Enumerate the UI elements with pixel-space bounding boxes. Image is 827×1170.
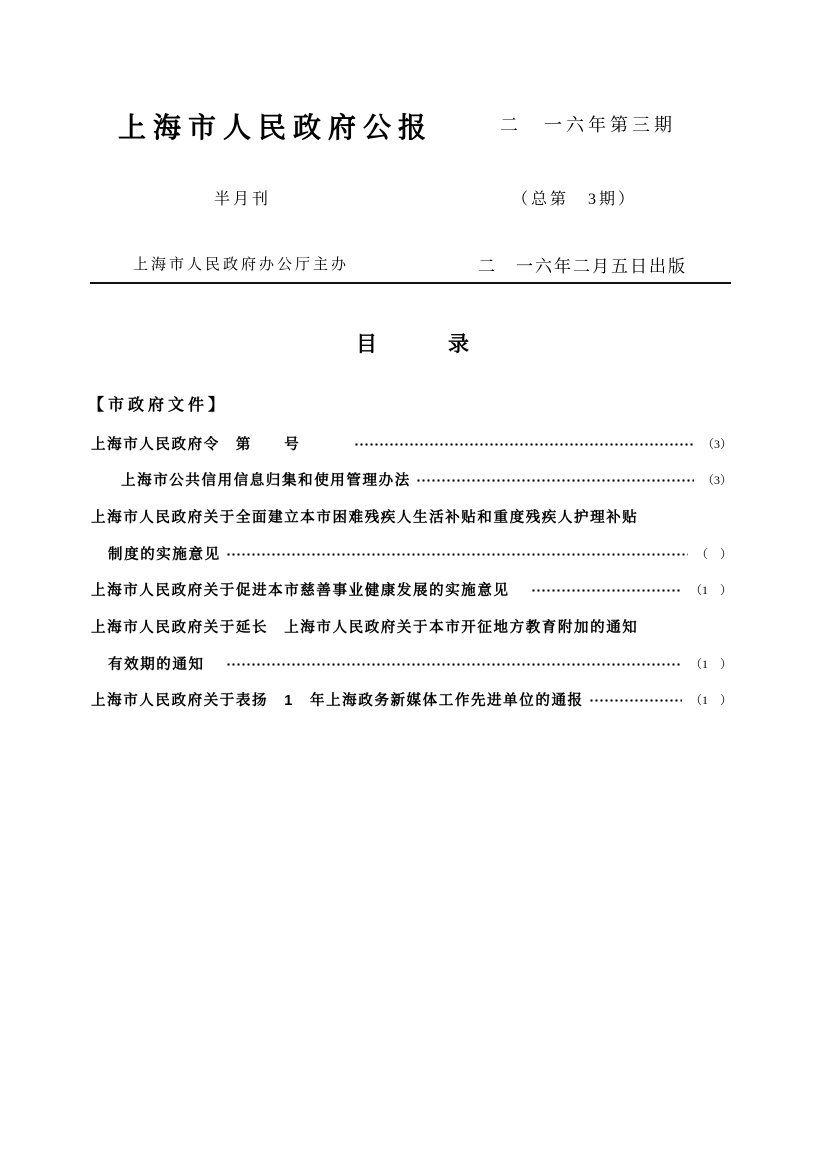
toc-item-title: 上海市人民政府关于促进本市慈善事业健康发展的实施意见 bbox=[91, 583, 526, 600]
toc-item bbox=[91, 508, 732, 524]
toc-item-title: 上海市人民政府关于表扬 1 年上海政务新媒体工作先进单位的通报 bbox=[91, 693, 584, 710]
toc-item bbox=[91, 582, 732, 598]
cumulative-issue-number: （总第 3期） bbox=[512, 191, 638, 208]
toc-item-title: 上海市公共信用信息归集和使用管理办法 bbox=[121, 473, 411, 490]
dot-leader bbox=[589, 698, 682, 703]
gazette-title: 上海市人民政府公报 bbox=[118, 113, 434, 144]
page-number: （3） bbox=[701, 436, 732, 451]
masthead-divider bbox=[90, 282, 731, 284]
page-number: （1 ） bbox=[689, 656, 732, 671]
issue-number: 二 一六年第三期 bbox=[500, 115, 676, 135]
page-number: （ ） bbox=[695, 546, 732, 561]
toc-section-heading: 【市政府文件】 bbox=[88, 397, 229, 414]
toc-item-title: 上海市人民政府令 第 号 bbox=[91, 436, 349, 453]
toc-item-title: 制度的实施意见 bbox=[108, 546, 221, 563]
toc-item bbox=[91, 692, 732, 708]
toc-item-title: 上海市人民政府关于全面建立本市困难残疾人生活补贴和重度残疾人护理补贴 bbox=[91, 509, 639, 526]
dot-leader bbox=[416, 478, 694, 483]
dot-leader bbox=[226, 662, 682, 667]
dot-leader bbox=[531, 588, 682, 593]
publish-date: 二 一六年二月五日出版 bbox=[478, 257, 687, 276]
dot-leader bbox=[226, 552, 688, 557]
toc-item-title: 上海市人民政府关于延长 上海市人民政府关于本市开征地方教育附加的通知 bbox=[91, 619, 639, 636]
publication-frequency: 半月刊 bbox=[214, 191, 272, 208]
toc-item-title: 有效期的通知 bbox=[108, 656, 221, 673]
dot-leader bbox=[354, 442, 694, 447]
toc-heading: 目 录 bbox=[356, 333, 471, 356]
organizer-line: 上海市人民政府办公厅主办 bbox=[133, 257, 350, 273]
toc-item bbox=[91, 435, 732, 451]
page-number: （3） bbox=[701, 473, 732, 488]
page-number: （1 ） bbox=[689, 583, 732, 598]
toc-item bbox=[91, 545, 732, 561]
toc-item bbox=[91, 618, 732, 634]
toc-item bbox=[91, 472, 732, 488]
page-number: （1 ） bbox=[689, 693, 732, 708]
toc-list bbox=[91, 435, 732, 729]
toc-item bbox=[91, 655, 732, 671]
